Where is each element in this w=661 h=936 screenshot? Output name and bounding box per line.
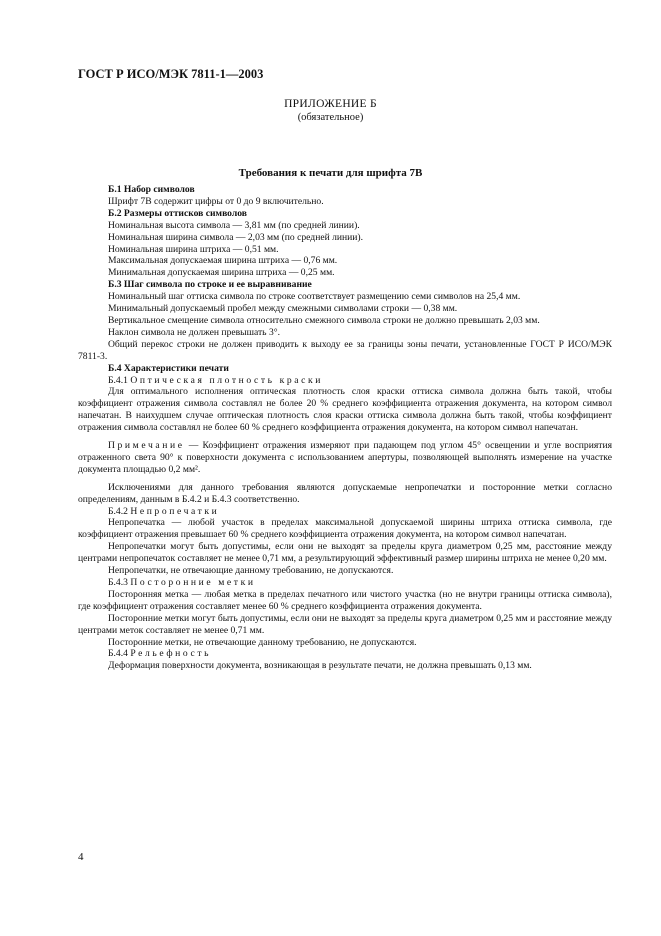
paragraph: Номинальная высота символа — 3,81 мм (по средней линии). bbox=[108, 219, 360, 231]
subheading-b44 bbox=[78, 648, 612, 660]
note-text: — Коэффициент отражения измеряют при падающем под углом 45° освещении и угле восприятия отраженного света 90° к поверхности документа с использованием апертуры, позволяющей выполнять измерение на участке документа площадью 0,2 мм². bbox=[78, 440, 612, 475]
paragraph: Максимальная допускаемая ширина штриха — 0,76 мм. bbox=[108, 255, 338, 267]
paragraph: Непропечатка — любой участок в пределах максимальной допускаемой ширины штриха оттиска символа, где коэффициент отражения превышает 60 % среднего коэффициента отражения документа, на котором символ напечатан. bbox=[78, 517, 612, 541]
paragraph: Вертикальное смещение символа относительно смежного символа строки не должно превышать 2,03 мм. bbox=[108, 314, 540, 326]
subheading-title: Посторонние метки bbox=[130, 577, 256, 588]
paragraph: Общий перекос строки не должен приводить к выходу ее за границы зоны печати, установленные ГОСТ Р ИСО/МЭК 7811-3. bbox=[78, 338, 612, 362]
subheading-b42 bbox=[78, 506, 612, 518]
paragraph: Номинальный шаг оттиска символа по строке соответствует размещению семи символов на 25,4 мм. bbox=[108, 291, 521, 303]
note bbox=[78, 440, 612, 476]
paragraph: Деформация поверхности документа, возникающая в результате печати, не должна превышать 0,13 мм. bbox=[108, 660, 532, 672]
page-number: 4 bbox=[78, 851, 84, 863]
subheading-number: Б.4.3 bbox=[108, 577, 128, 588]
heading-b2: Б.2 Размеры оттисков символов bbox=[108, 207, 247, 219]
subheading-b43 bbox=[78, 577, 612, 589]
heading-b3: Б.3 Шаг символа по строке и ее выравнивание bbox=[108, 279, 312, 291]
paragraph: Посторонние метки могут быть допустимы, если они не выходят за пределы круга диаметром 0,25 мм и расстояние между центрами меток составляет не менее 0,71 мм. bbox=[78, 612, 612, 636]
subheading-b41 bbox=[78, 375, 612, 387]
paragraph: Посторонние метки, не отвечающие данному требованию, не допускаются. bbox=[108, 636, 417, 648]
paragraph: Шрифт 7В содержит цифры от 0 до 9 включительно. bbox=[108, 195, 324, 207]
subheading-number: Б.4.1 bbox=[108, 374, 128, 386]
appendix-title: ПРИЛОЖЕНИЕ Б bbox=[284, 98, 377, 110]
subheading-number: Б.4.2 bbox=[108, 505, 128, 517]
paragraph: Наклон символа не должен превышать 3°. bbox=[108, 326, 280, 338]
subheading-number: Б.4.4 bbox=[108, 648, 128, 660]
section-title: Требования к печати для шрифта 7В bbox=[238, 167, 423, 179]
paragraph: Посторонняя метка — любая метка в пределах печатного или чистого участка (но не внутри границы оттиска символа), где коэффициент отражения составляет менее 60 % среднего коэффициента отражения документа. bbox=[78, 588, 612, 612]
heading-b4: Б.4 Характеристики печати bbox=[108, 362, 229, 374]
standard-header: ГОСТ Р ИСО/МЭК 7811-1—2003 bbox=[78, 67, 264, 81]
subheading-title: Рельефность bbox=[130, 648, 212, 660]
document-body bbox=[78, 184, 612, 672]
heading-b1: Б.1 Набор символов bbox=[108, 184, 195, 195]
paragraph: Минимальный допускаемый пробел между смежными символами строки — 0,38 мм. bbox=[108, 303, 458, 315]
subheading-title: Непропечатки bbox=[130, 505, 220, 517]
paragraph: Непропечатки, не отвечающие данному требованию, не допускаются. bbox=[108, 565, 394, 577]
appendix-subtitle: (обязательное) bbox=[297, 112, 364, 123]
paragraph: Исключениями для данного требования являются допускаемые непропечатки и посторонние метки согласно определениям, данным в Б.4.2 и Б.4.3 соответственно. bbox=[78, 481, 612, 505]
subheading-title: Оптическая плотность краски bbox=[130, 374, 324, 386]
paragraph: Минимальная допускаемая ширина штриха — 0,25 мм. bbox=[108, 267, 335, 279]
paragraph: Непропечатки могут быть допустимы, если они не выходят за пределы круга диаметром 0,25 мм, расстояние между центрами непропечаток составляет не менее 0,71 мм, а результирующий эффективный размер ширины штриха не менее 0,20 мм. bbox=[78, 541, 612, 565]
paragraph: Для оптимального исполнения оптическая плотность слоя краски оттиска символа должна быть такой, чтобы коэффициент отражения символа составлял не более 20 % среднего коэффициента отражения документа, на котором символ напечатан. В наихудшем случае оптическая плотность слоя краски оттиска символа должна быть такой, чтобы коэффициент отражения символа составлял не более 60 % среднего коэффициента отражения документа, на котором символ напечатан. bbox=[78, 386, 612, 434]
note-label: Примечание bbox=[108, 440, 185, 452]
paragraph: Номинальная ширина штриха — 0,51 мм. bbox=[108, 243, 279, 255]
paragraph: Номинальная ширина символа — 2,03 мм (по средней линии). bbox=[108, 231, 364, 243]
